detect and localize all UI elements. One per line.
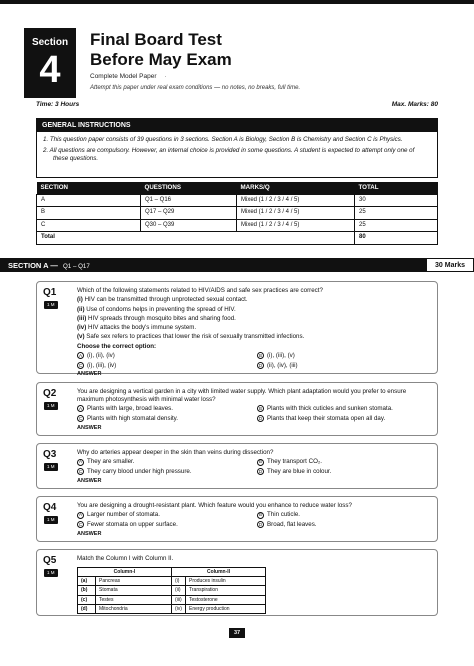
option-circle-icon: C [78,522,83,528]
subtitle [90,73,166,81]
title-line-1: Final Board Test [90,30,222,49]
option-b[interactable] [257,511,431,519]
mark-badge: 1 M [44,402,58,410]
option-circle-icon: C [78,415,83,421]
table-cell: (iii) [172,595,186,604]
option-b[interactable] [257,405,431,413]
option-circle-icon: D [258,469,263,475]
question-stem: You are designing a drought-resistant plant. Which feature would you enhance to reduce water loss? [77,502,352,509]
answer-label: ANSWER [77,477,102,484]
table-cell: 25 [355,207,438,220]
instructions-list [37,132,437,162]
column-2-header: Column-II [172,567,266,576]
question-stem: Match the Column I with Column II. [77,555,174,562]
question-4 [36,496,438,542]
option-a[interactable] [77,511,251,519]
section-label: Section [31,37,69,48]
option-text: Plants with large, broad leaves. [87,405,173,412]
column-1-header: Column-I [78,567,172,576]
option-text: They transport CO₂. [267,458,323,466]
col-header-total: TOTAL [355,182,438,194]
table-cell: (iv) [172,604,186,613]
table-cell: A [37,194,141,207]
section-a-title [8,261,90,271]
total-value: 80 [355,232,438,245]
option-c[interactable] [77,415,251,423]
table-cell: Q30 – Q39 [141,219,237,232]
question-body [77,388,431,431]
statement [77,315,431,323]
option-text: They carry blood under high pressure. [87,468,192,475]
table-header-row [37,182,438,194]
option-text: Larger number of stomata. [87,511,160,519]
mark-badge: 1 M [44,516,58,524]
option-text: Plants with high stomatal density. [87,414,179,422]
table-cell: B [37,207,141,220]
section-a-label: SECTION A — [8,261,58,270]
question-number: Q4 [43,502,57,513]
option-text: (ii), (iv), (iii) [267,361,298,369]
question-body [77,449,431,485]
section-badge [24,28,76,98]
table-total-row [37,232,438,245]
statement-text: HIV can be transmitted through unprotected sexual contact. [82,296,248,304]
option-text: (i), (iii), (v) [267,351,295,359]
header [0,0,474,104]
table-cell: (b) [78,586,96,595]
option-a[interactable] [77,352,251,360]
option-d[interactable] [257,362,431,370]
question-1 [36,281,438,378]
choose-prompt: Choose the correct option: [77,342,157,350]
options [77,405,431,423]
table-cell: Testosterone [186,595,266,604]
page-title [90,30,232,70]
attempt-note: Attempt this paper under real exam conditions — no notes, no breaks, full time. [90,85,301,91]
statement-text: Use of condoms helps in preventing the spread of HIV. [84,305,236,313]
table-cell: Mitochondria [96,604,172,613]
option-text: Broad, flat leaves. [267,521,317,528]
section-a-range: Q1 – Q17 [62,263,90,270]
instruction-item: 2. All questions are compulsory. However, an internal choice is provided in some questions. A student is expected to attempt only one of these questions. [43,146,415,162]
statement-marker: (iii) [77,314,87,322]
option-circle-icon: D [258,415,263,421]
section-number: 4 [39,48,61,91]
instructions-heading: GENERAL INSTRUCTIONS [37,119,437,132]
col-header-questions: QUESTIONS [141,182,237,194]
title-line-2: Before May Exam [90,50,232,69]
max-marks-label: Max. Marks: 80 [391,101,438,108]
question-stem: Why do arteries appear deeper in the skin than veins during dissection? [77,449,274,456]
match-table [77,567,266,614]
table-row [78,595,266,604]
summary-table [36,182,438,245]
answer-label: ANSWER [77,530,102,537]
table-row [78,577,266,586]
question-body [77,287,431,378]
table-cell: Produces insulin [186,577,266,586]
statement-marker: (v) [77,333,85,341]
time-label: Time: 3 Hours [36,101,80,108]
table-cell: Mixed (1 / 2 / 3 / 4 / 5) [237,207,355,220]
total-label: Total [37,232,355,245]
option-c[interactable] [77,468,251,476]
option-text: Plants with thick cuticles and sunken stomata. [267,405,393,412]
option-circle-icon: A [78,459,82,465]
option-text: (i), (ii), (iv) [87,351,115,359]
statement [77,324,431,332]
option-a[interactable] [77,405,251,413]
table-row [78,586,266,595]
option-circle-icon: C [78,469,83,475]
meta-row [36,101,438,109]
section-a-band [0,258,474,272]
table-row [37,194,438,207]
table-cell: Pancreas [96,577,172,586]
col-header-section: SECTION [37,182,141,194]
option-circle-icon: A [78,352,82,358]
statement-text: HIV attacks the body's immune system. [86,324,197,331]
statement [77,306,431,314]
question-stem: Which of the following statements related to HIV/AIDS and safe sex practices are correct? [77,287,323,294]
subtitle-text: Complete Model Paper [90,73,157,80]
option-circle-icon: D [258,362,263,368]
table-cell: Testes [96,595,172,604]
mark-badge: 1 M [44,301,58,309]
general-instructions [36,118,438,178]
match-header-row [78,567,266,576]
answer-label: ANSWER [77,424,102,431]
question-stem: You are designing a vertical garden in a city with limited water supply. Which plant adaptation would you prefer to ensure maximum photosynthesis with minimal water loss? [77,388,407,403]
option-d[interactable] [257,468,431,476]
option-c[interactable] [77,362,251,370]
option-c[interactable] [77,521,251,529]
options [77,352,431,370]
statement-text: Safe sex refers to practices that lower the risk of sexually transmitted infections. [84,333,305,341]
table-cell: Energy production [186,604,266,613]
question-number: Q2 [43,388,57,399]
statement-marker: (ii) [77,305,85,313]
table-cell: Q17 – Q29 [141,207,237,220]
option-text: Plants that keep their stomata open all day. [267,414,386,422]
instruction-item: 1. This question paper consists of 39 questions in 3 sections. Section A is Biology, Section B is Chemistry and Section C is Physics. [43,136,403,143]
table-cell: 30 [355,194,438,207]
col-header-marks: MARKS/Q [237,182,355,194]
statement-text: HIV spreads through mosquito bites and sharing food. [86,314,236,322]
table-cell: (c) [78,595,96,604]
option-text: They are blue in colour. [267,468,332,475]
option-circle-icon: B [258,512,262,518]
options [77,511,431,529]
table-cell: (a) [78,577,96,586]
question-5 [36,549,438,616]
statement [77,296,431,304]
option-circle-icon: A [78,406,82,412]
table-cell: Transpiration [186,586,266,595]
mark-badge: 1 M [44,569,58,577]
option-circle-icon: D [258,522,263,528]
table-cell: 25 [355,219,438,232]
answer-label: ANSWER [77,371,102,378]
table-row [78,604,266,613]
table-row [37,219,438,232]
question-number: Q3 [43,449,57,460]
question-body [77,502,431,538]
table-cell: C [37,219,141,232]
table-cell: (ii) [172,586,186,595]
statement-marker: (i) [77,296,83,304]
option-d[interactable] [257,415,431,423]
option-circle-icon: B [258,406,262,412]
option-circle-icon: B [258,459,262,465]
question-2 [36,382,438,436]
question-body [77,555,431,614]
table-cell: Mixed (1 / 2 / 3 / 4 / 5) [237,219,355,232]
option-d[interactable] [257,521,431,529]
option-circle-icon: A [78,512,82,518]
table-cell: Stomata [96,586,172,595]
statement-marker: (iv) [77,324,87,331]
options [77,458,431,476]
table-row [37,207,438,220]
question-number: Q5 [43,555,57,566]
option-text: (i), (iii), (iv) [87,361,117,369]
option-text: They are smaller. [87,458,135,466]
option-b[interactable] [257,458,431,466]
question-3 [36,443,438,489]
table-cell: (i) [172,577,186,586]
table-cell: Q1 – Q16 [141,194,237,207]
table-cell: Mixed (1 / 2 / 3 / 4 / 5) [237,194,355,207]
option-circle-icon: B [258,352,262,358]
subtitle-dot: · [164,73,167,80]
mark-badge: 1 M [44,463,58,471]
option-text: Fewer stomata on upper surface. [87,521,178,528]
statement [77,333,431,341]
option-a[interactable] [77,458,251,466]
option-circle-icon: C [78,362,83,368]
question-number: Q1 [43,287,57,298]
page-number: 37 [229,628,245,638]
option-text: Thin cuticle. [267,511,301,519]
section-a-marks: 30 Marks [426,258,474,272]
table-cell: (d) [78,604,96,613]
option-b[interactable] [257,352,431,360]
